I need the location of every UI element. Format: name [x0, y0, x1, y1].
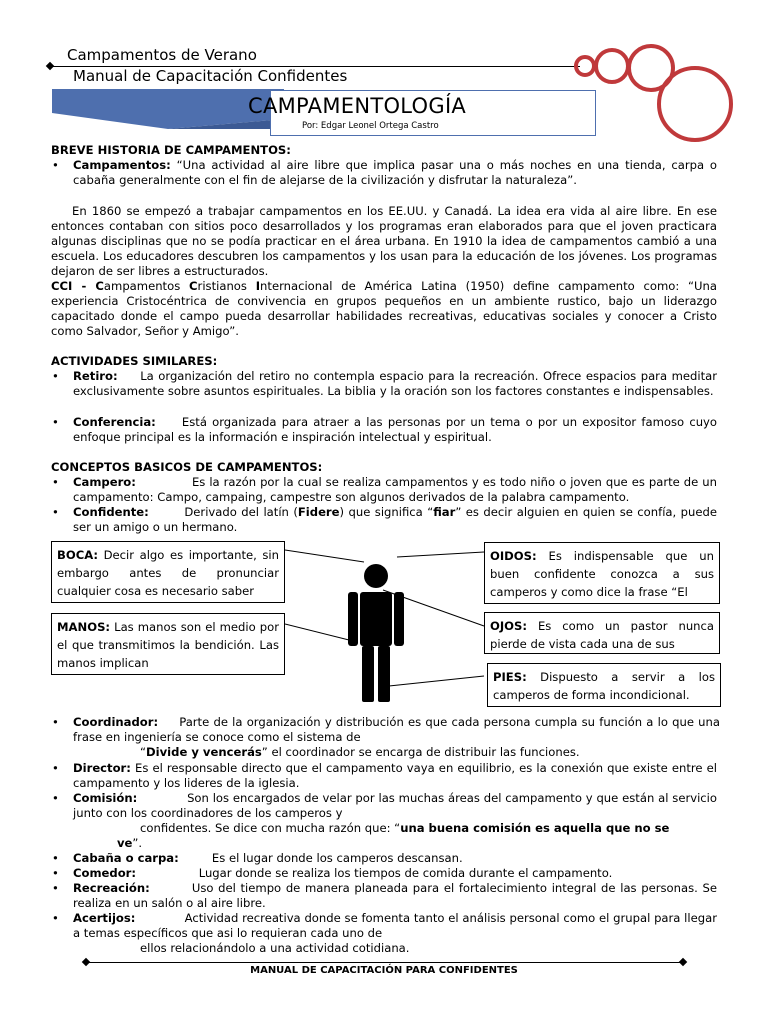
large-circle	[659, 68, 731, 140]
term-text: La organización del retiro no contempla espacio para la recreación. Ofrece espacios para meditar exclusivamente sobre asuntos espirituales. La biblia y la oración son los factores constantes e indispensables.	[73, 369, 717, 398]
page-author: Por: Edgar Leonel Ortega Castro	[302, 121, 439, 131]
comision-quote-end: ve	[117, 836, 133, 850]
term-text: Son los encargados de velar por las muchas áreas del campamento y que están al servicio junto con los coordinadores de los camperos y	[73, 791, 717, 820]
term-text-a: Derivado del latín (	[184, 505, 298, 519]
divide-quote: Divide y vencerás	[146, 745, 262, 759]
footer-rule	[86, 962, 684, 963]
figure-right-arm	[394, 592, 404, 646]
header-line-1: Campamentos de Verano	[67, 46, 257, 64]
term-text: Es el responsable directo que el campamento vaya en equilibrio, es la conexión que existe entre el campamento y los lideres de la iglesia.	[73, 761, 717, 790]
pies-text: Dispuesto a servir a los camperos de forma incondicional.	[493, 670, 715, 702]
footer-title: MANUAL DE CAPACITACIÓN PARA CONFIDENTES	[250, 965, 518, 976]
term-text: “Una actividad al aire libre que implica pasar una o más noches en una tienda, carpa o cabaña generalmente con el fin de alejarse de la civilización y disfrutar la naturaleza”.	[73, 158, 717, 187]
ojos-label: OJOS:	[490, 619, 528, 633]
header-line-2: Manual de Capacitación Confidentes	[73, 67, 348, 85]
list-item-campero	[73, 475, 717, 505]
cci-paragraph	[51, 279, 717, 339]
human-silhouette	[348, 564, 404, 702]
cci-text-b: ristianos	[197, 279, 256, 293]
comision-continuation	[140, 821, 720, 836]
bullet: •	[52, 851, 59, 865]
term-fiar: fiar	[433, 505, 456, 519]
small-circle-2	[596, 50, 628, 82]
comision-quote: una buena comisión es aquella que no se	[400, 821, 670, 835]
list-item-coordinador	[73, 715, 720, 745]
bullet: •	[52, 911, 59, 925]
section-heading-historia: BREVE HISTORIA DE CAMPAMENTOS:	[51, 143, 291, 157]
manos-text: Las manos son el medio por el que transmitimos la bendición. Las manos implican	[57, 620, 279, 670]
list-item-retiro	[73, 369, 717, 399]
acertijos-continuation: ellos relacionándolo a una actividad cotidiana.	[140, 941, 410, 955]
figure-head	[364, 564, 388, 588]
figure-left-arm	[348, 592, 358, 646]
list-item-director	[73, 761, 717, 791]
term-text: Actividad recreativa donde se fomenta tanto el análisis personal como el grupal para llegar a temas específicos que asi lo requieran cada uno de	[73, 911, 717, 940]
bullet: •	[52, 881, 59, 895]
boca-text: Decir algo es importante, sin embargo antes de pronunciar cualquier cosa es necesario saber	[57, 548, 279, 598]
bullet: •	[52, 415, 59, 429]
oidos-label: OIDOS:	[490, 549, 537, 563]
term-label: Comisión:	[73, 791, 138, 805]
term-label: Campero:	[73, 475, 136, 489]
term-text-e: ” es decir alguien en quien se confía, puede ser un amigo o un hermano.	[73, 505, 718, 534]
history-paragraph: En 1860 se empezó a trabajar campamentos en los EE.UU. y Canadá. La idea era vida al aire libre. En ese entonces contaban con sitios poco desarrollados y los programas eran elaborados para que el joven practicara algunas disciplinas que no se podía practicar en el área urbana. En 1910 la idea de campamentos cambió a una escuela. Los educadores descubren los campamentos y los usan para la educación de los jóvenes. Los programas dejaron de ser libres a estructurados.	[51, 204, 717, 278]
ojos-text: Es como un pastor nunca pierde de vista cada una de sus	[490, 619, 714, 651]
list-item-acertijos	[73, 911, 717, 941]
small-circle-1	[576, 57, 594, 75]
oidos-text: Es indispensable que un buen confidente conozca a sus camperos y como dice la frase “El	[490, 549, 714, 599]
comision-rest: confidentes. Se dice con mucha razón que: “	[140, 821, 401, 835]
coordinador-continuation: “Divide y vencerás” el coordinador se encarga de distribuir las funciones.	[140, 745, 580, 759]
cci-text-a: ampamentos	[103, 279, 190, 293]
figure-left-leg	[362, 646, 374, 702]
manos-box	[51, 613, 285, 675]
boca-label: BOCA:	[57, 548, 99, 562]
bullet: •	[52, 761, 59, 775]
term-label: Retiro:	[73, 369, 118, 383]
list-item-cabana	[73, 851, 717, 866]
bullet: •	[52, 158, 59, 172]
bullet: •	[52, 475, 59, 489]
list-item-confidente	[73, 505, 717, 535]
bullet: •	[52, 505, 59, 519]
cci-letter-i: I	[255, 279, 261, 293]
term-label: Recreación:	[73, 881, 150, 895]
comision-close: ”.	[132, 836, 143, 850]
confidente-figure-diagram	[285, 540, 495, 710]
manos-label: MANOS:	[57, 620, 111, 634]
term-label: Acertijos:	[73, 911, 136, 925]
term-text: Lugar donde se realiza los tiempos de comida durante el campamento.	[198, 866, 613, 880]
list-item-comision	[73, 791, 717, 821]
bullet: •	[52, 715, 59, 729]
list-item-campamentos	[73, 158, 717, 188]
term-label: Coordinador:	[73, 715, 159, 729]
cci-letter-c: C	[189, 279, 198, 293]
pies-label: PIES:	[493, 670, 527, 684]
term-label: Comedor:	[73, 866, 137, 880]
term-text: Es el lugar donde los camperos descansan.	[211, 851, 463, 865]
term-text: Está organizada para atraer a las personas por un tema o por un expositor famoso cuyo enfoque principal es la información e inspiración intelectual y espiritual.	[73, 415, 718, 444]
bullet: •	[52, 866, 59, 880]
term-label: Confidente:	[73, 505, 149, 519]
term-label: Cabaña o carpa:	[73, 851, 179, 865]
list-item-recreacion	[73, 881, 717, 911]
cci-label: CCI - C	[51, 279, 104, 293]
oidos-box	[484, 542, 720, 604]
section-heading-actividades: ACTIVIDADES SIMILARES:	[51, 354, 218, 368]
term-label: Director:	[73, 761, 131, 775]
bullet: •	[52, 791, 59, 805]
boca-box	[51, 541, 285, 603]
term-text: Es la razón por la cual se realiza campamentos y es todo niño o joven que es parte de un campamento: Campo, campaing, campestre son algunos derivados de la palabra campamento.	[73, 475, 717, 504]
term-label: Conferencia:	[73, 415, 156, 429]
cci-text-rest: nternacional de América Latina (1950) define campamento como: “Una experiencia Cristocéntrica de convivencia en grupos pequeños en un ambiente rustico, bajo un liderazgo capacitado donde el campo pueda desarrollar habilidades recreativas, educativas sociales y conocer a Cristo como Salvador, Señor y Amigo”.	[51, 279, 717, 338]
section-heading-conceptos: CONCEPTOS BASICOS DE CAMPAMENTOS:	[51, 460, 323, 474]
figure-right-leg	[378, 646, 390, 702]
coordinador-rest: ” el coordinador se encarga de distribuir las funciones.	[261, 745, 580, 759]
term-text: Parte de la organización y distribución es que cada persona cumpla su función a lo que una frase en ingeniería se conoce como el sistema de	[73, 715, 720, 744]
pies-box	[487, 663, 721, 707]
list-item-comedor	[73, 866, 717, 881]
bullet: •	[52, 369, 59, 383]
ojos-box	[484, 612, 720, 654]
term-fidere: Fidere	[297, 505, 340, 519]
term-label: Campamentos:	[73, 158, 171, 172]
list-item-conferencia	[73, 415, 717, 445]
figure-torso	[360, 592, 392, 646]
comision-end	[117, 836, 317, 851]
term-text-c: ) que significa “	[339, 505, 434, 519]
page-title: CAMPAMENTOLOGÍA	[248, 94, 467, 118]
term-text: Uso del tiempo de manera planeada para el fortalecimiento integral de las personas. Se realiza en un salón o al aire libre.	[73, 881, 717, 910]
